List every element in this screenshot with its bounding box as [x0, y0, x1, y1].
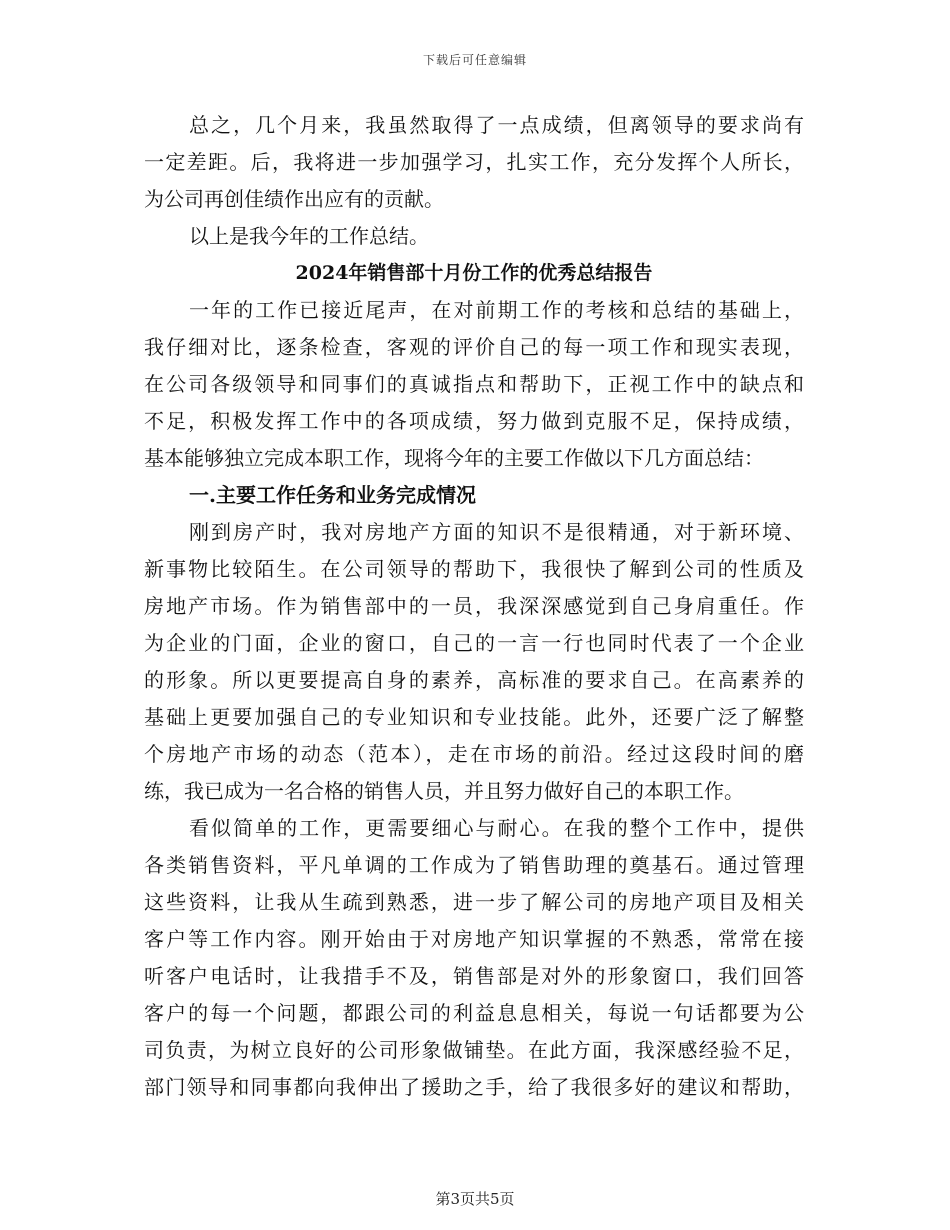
paragraph-line: 司负责，为树立良好的公司形象做铺垫。在此方面，我深感经验不足，: [144, 1038, 804, 1062]
paragraph-line: 一年的工作已接近尾声，在对前期工作的考核和总结的基础上，: [189, 298, 804, 322]
document-title: 2024年销售部十月份工作的优秀总结报告: [295, 262, 653, 284]
paragraph-line: 部门领导和同事都向我伸出了援助之手，给了我很多好的建议和帮助，: [144, 1075, 804, 1099]
paragraph-line: 的形象。所以更要提高自身的素养，高标准的要求自己。在高素养的: [144, 668, 804, 692]
paragraph-line: 总之，几个月来，我虽然取得了一点成绩，但离领导的要求尚有: [189, 113, 804, 137]
paragraph-line: 看似简单的工作，更需要细心与耐心。在我的整个工作中，提供: [189, 816, 804, 840]
paragraph-line: 房地产市场。作为销售部中的一员，我深深感觉到自己身肩重任。作: [144, 594, 804, 618]
paragraph-line: 新事物比较陌生。在公司领导的帮助下，我很快了解到公司的性质及: [144, 557, 804, 581]
paragraph-line: 练，我已成为一名合格的销售人员，并且努力做好自己的本职工作。: [144, 779, 744, 803]
paragraph-line: 一定差距。后，我将进一步加强学习，扎实工作，充分发挥个人所长，: [144, 150, 804, 174]
paragraph-line: 这些资料，让我从生疏到熟悉，进一步了解公司的房地产项目及相关: [144, 890, 804, 914]
paragraph-line: 听客户电话时，让我措手不及，销售部是对外的形象窗口，我们回答: [144, 964, 804, 988]
paragraph-line: 不足，积极发挥工作中的各项成绩，努力做到克服不足，保持成绩，: [144, 409, 804, 433]
paragraph-line: 基础上更要加强自己的专业知识和专业技能。此外，还要广泛了解整: [144, 705, 804, 729]
paragraph-line: 客户的每一个问题，都跟公司的利益息息相关，每说一句话都要为公: [144, 1001, 804, 1025]
paragraph-line: 以上是我今年的工作总结。: [189, 224, 429, 248]
page-header: 下载后可任意编辑: [422, 53, 527, 67]
paragraph-line: 个房地产市场的动态（范本），走在市场的前沿。经过这段时间的磨: [144, 742, 804, 766]
paragraph-line: 为企业的门面，企业的窗口，自己的一言一行也同时代表了一个企业: [144, 631, 804, 655]
document-body: [144, 107, 804, 1106]
paragraph-line: 刚到房产时，我对房地产方面的知识不是很精通，对于新环境、: [189, 520, 804, 544]
paragraph-line: 为公司再创佳绩作出应有的贡献。: [144, 187, 444, 211]
paragraph-line: 客户等工作内容。刚开始由于对房地产知识掌握的不熟悉，常常在接: [144, 927, 804, 951]
paragraph-line: 在公司各级领导和同事们的真诚指点和帮助下，正视工作中的缺点和: [144, 372, 804, 396]
section-heading: 一.主要工作任务和业务完成情况: [189, 483, 476, 507]
paragraph-line: 我仔细对比，逐条检查，客观的评价自己的每一项工作和现实表现，: [144, 335, 804, 359]
page-number-footer: 第3页共5页: [435, 1190, 515, 1208]
paragraph-line: 基本能够独立完成本职工作，现将今年的主要工作做以下几方面总结：: [144, 446, 764, 470]
paragraph-line: 各类销售资料，平凡单调的工作成为了销售助理的奠基石。通过管理: [144, 853, 804, 877]
